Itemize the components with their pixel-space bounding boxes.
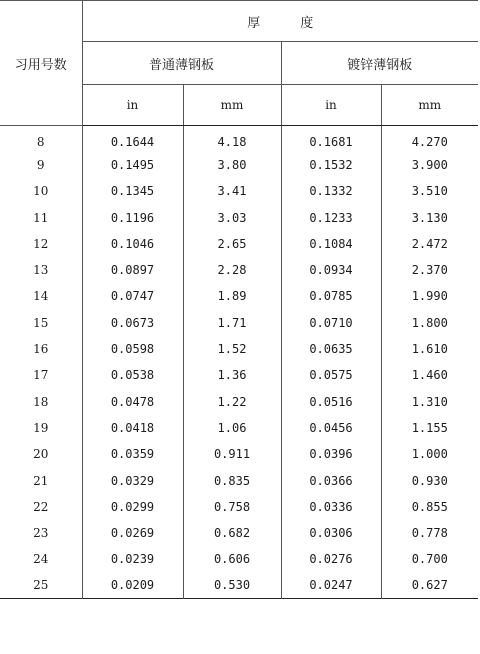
gauge-cell: 22 xyxy=(33,499,49,514)
table-row xyxy=(0,283,478,309)
galvanized-in-cell: 0.0276 xyxy=(281,546,381,572)
plain-mm-cell: 0.835 xyxy=(183,467,281,493)
table-row xyxy=(0,362,478,388)
plain-in-cell: 0.0897 xyxy=(82,257,183,283)
gauge-cell: 18 xyxy=(33,394,49,409)
galvanized-in-cell: 0.0456 xyxy=(281,415,381,441)
plain-in-cell: 0.0673 xyxy=(82,310,183,336)
plain-in-cell: 0.0239 xyxy=(82,546,183,572)
table-row xyxy=(0,494,478,520)
galvanized-mm-cell: 0.700 xyxy=(381,546,478,572)
plain-in-cell: 0.0478 xyxy=(82,388,183,414)
gauge-cell: 10 xyxy=(33,184,49,199)
gauge-cell: 9 xyxy=(36,157,45,172)
table-row xyxy=(0,126,478,152)
galvanized-in-cell: 0.0516 xyxy=(281,388,381,414)
galvanized-in-cell: 0.0306 xyxy=(281,520,381,546)
plain-mm-cell: 1.06 xyxy=(183,415,281,441)
plain-mm-cell: 1.71 xyxy=(183,310,281,336)
plain-mm-cell: 0.911 xyxy=(183,441,281,467)
plain-in-cell: 0.0418 xyxy=(82,415,183,441)
galvanized-in-cell: 0.0934 xyxy=(281,257,381,283)
galvanized-mm-cell: 1.310 xyxy=(381,388,478,414)
plain-mm-cell: 1.89 xyxy=(183,283,281,309)
table-row xyxy=(0,310,478,336)
galvanized-mm-unit-header: mm xyxy=(381,85,478,126)
gauge-cell: 25 xyxy=(33,578,49,593)
plain-mm-cell: 1.52 xyxy=(183,336,281,362)
galvanized-mm-cell: 0.930 xyxy=(381,467,478,493)
plain-mm-unit-header: mm xyxy=(183,85,281,126)
galvanized-in-unit-header: in xyxy=(281,85,381,126)
gauge-cell: 8 xyxy=(36,134,45,149)
table-row xyxy=(0,178,478,204)
plain-mm-cell: 3.41 xyxy=(183,178,281,204)
plain-in-cell: 0.0598 xyxy=(82,336,183,362)
plain-in-cell: 0.1345 xyxy=(82,178,183,204)
plain-mm-cell: 0.606 xyxy=(183,546,281,572)
plain-in-cell: 0.0299 xyxy=(82,494,183,520)
galvanized-mm-cell: 4.270 xyxy=(381,126,478,152)
table-body xyxy=(0,126,478,599)
table-row xyxy=(0,336,478,362)
plain-mm-cell: 1.22 xyxy=(183,388,281,414)
galvanized-mm-cell: 0.627 xyxy=(381,573,478,599)
galvanized-in-cell: 0.1332 xyxy=(281,178,381,204)
table-row xyxy=(0,415,478,441)
plain-in-cell: 0.1495 xyxy=(82,152,183,178)
plain-mm-cell: 0.758 xyxy=(183,494,281,520)
galvanized-mm-cell: 1.990 xyxy=(381,283,478,309)
galvanized-in-cell: 0.1532 xyxy=(281,152,381,178)
galvanized-mm-cell: 3.510 xyxy=(381,178,478,204)
gauge-cell: 23 xyxy=(33,526,49,541)
table-row xyxy=(0,257,478,283)
galvanized-in-cell: 0.0396 xyxy=(281,441,381,467)
galvanized-mm-cell: 1.155 xyxy=(381,415,478,441)
galvanized-mm-cell: 3.900 xyxy=(381,152,478,178)
table-row xyxy=(0,520,478,546)
galvanized-in-cell: 0.0710 xyxy=(281,310,381,336)
gauge-cell: 11 xyxy=(33,210,49,225)
table-row xyxy=(0,152,478,178)
galvanized-in-cell: 0.1084 xyxy=(281,231,381,257)
plain-mm-cell: 2.65 xyxy=(183,231,281,257)
plain-mm-cell: 0.682 xyxy=(183,520,281,546)
gauge-cell: 17 xyxy=(33,368,49,383)
plain-mm-cell: 2.28 xyxy=(183,257,281,283)
thickness-header: 厚度 xyxy=(82,1,478,42)
galvanized-mm-cell: 0.778 xyxy=(381,520,478,546)
plain-mm-cell: 4.18 xyxy=(183,126,281,152)
galvanized-mm-cell: 1.460 xyxy=(381,362,478,388)
galvanized-mm-cell: 0.855 xyxy=(381,494,478,520)
gauge-cell: 21 xyxy=(33,473,49,488)
plain-mm-cell: 0.530 xyxy=(183,573,281,599)
gauge-column-header: 习用号数 xyxy=(0,1,82,126)
gauge-cell: 20 xyxy=(33,447,49,462)
gauge-cell: 15 xyxy=(33,315,49,330)
plain-sheet-header: 普通薄钢板 xyxy=(82,42,281,85)
plain-in-cell: 0.1196 xyxy=(82,204,183,230)
galvanized-mm-cell: 3.130 xyxy=(381,204,478,230)
plain-mm-cell: 1.36 xyxy=(183,362,281,388)
table-row xyxy=(0,204,478,230)
table-row xyxy=(0,546,478,572)
plain-in-cell: 0.0359 xyxy=(82,441,183,467)
plain-mm-cell: 3.03 xyxy=(183,204,281,230)
galvanized-mm-cell: 1.800 xyxy=(381,310,478,336)
gauge-cell: 13 xyxy=(33,263,49,278)
table-row xyxy=(0,573,478,599)
gauge-cell: 14 xyxy=(33,289,49,304)
plain-in-cell: 0.0538 xyxy=(82,362,183,388)
plain-in-cell: 0.0747 xyxy=(82,283,183,309)
table-row xyxy=(0,231,478,257)
plain-in-cell: 0.1644 xyxy=(82,126,183,152)
galvanized-in-cell: 0.0247 xyxy=(281,573,381,599)
plain-in-cell: 0.0269 xyxy=(82,520,183,546)
plain-in-cell: 0.0209 xyxy=(82,573,183,599)
galvanized-mm-cell: 1.000 xyxy=(381,441,478,467)
galvanized-in-cell: 0.0336 xyxy=(281,494,381,520)
galvanized-in-cell: 0.0785 xyxy=(281,283,381,309)
gauge-cell: 19 xyxy=(33,420,49,435)
galvanized-mm-cell: 2.370 xyxy=(381,257,478,283)
galvanized-in-cell: 0.1233 xyxy=(281,204,381,230)
galvanized-sheet-header: 镀锌薄钢板 xyxy=(281,42,478,85)
plain-in-unit-header: in xyxy=(82,85,183,126)
gauge-cell: 24 xyxy=(33,552,49,567)
galvanized-in-cell: 0.0366 xyxy=(281,467,381,493)
table-row xyxy=(0,441,478,467)
table-row xyxy=(0,467,478,493)
gauge-cell: 16 xyxy=(33,342,49,357)
plain-mm-cell: 3.80 xyxy=(183,152,281,178)
plain-in-cell: 0.1046 xyxy=(82,231,183,257)
galvanized-in-cell: 0.0575 xyxy=(281,362,381,388)
gauge-cell: 12 xyxy=(33,236,49,251)
galvanized-in-cell: 0.0635 xyxy=(281,336,381,362)
galvanized-mm-cell: 2.472 xyxy=(381,231,478,257)
galvanized-in-cell: 0.1681 xyxy=(281,126,381,152)
table-header xyxy=(0,1,478,126)
galvanized-mm-cell: 1.610 xyxy=(381,336,478,362)
table-row xyxy=(0,388,478,414)
plain-in-cell: 0.0329 xyxy=(82,467,183,493)
